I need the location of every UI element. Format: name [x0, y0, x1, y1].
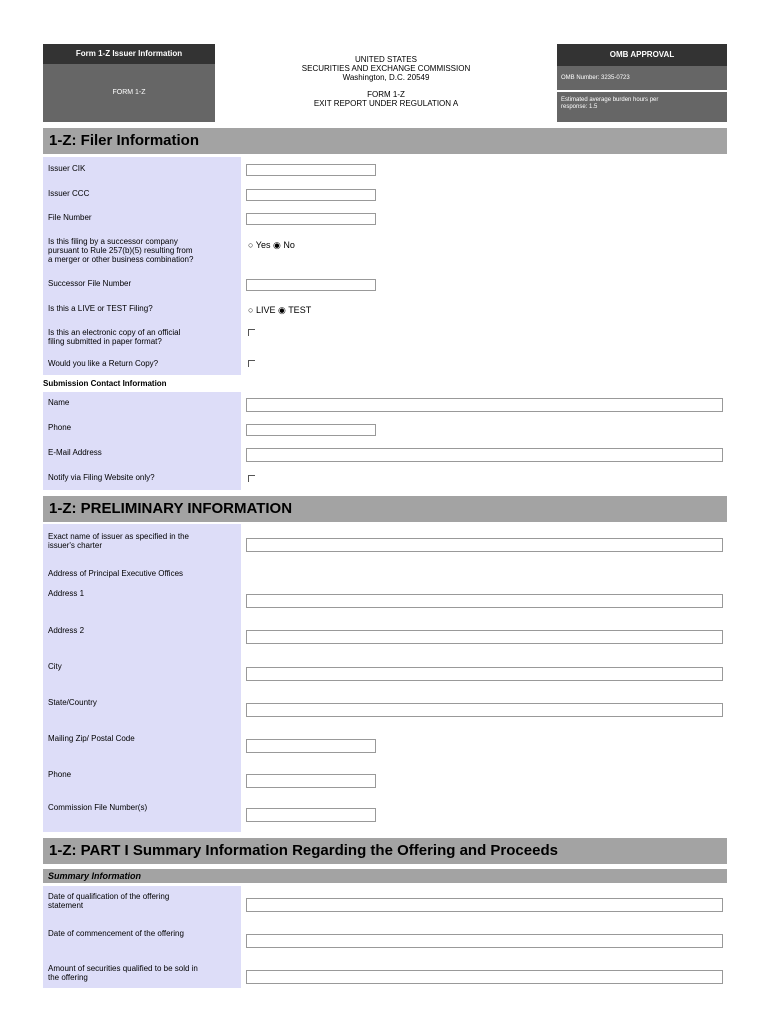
- form-name: FORM 1-Z: [367, 90, 405, 99]
- name-label: Name: [48, 398, 70, 407]
- commission-file-input[interactable]: [246, 808, 376, 822]
- issuer-info-tab[interactable]: Form 1-Z Issuer Information: [43, 44, 215, 64]
- live-radio[interactable]: ○: [248, 305, 254, 315]
- zip-label: Mailing Zip/ Postal Code: [48, 734, 135, 743]
- state-input[interactable]: [246, 703, 723, 717]
- successor-radio-group: [248, 240, 295, 251]
- amount-qualified-label: [48, 964, 238, 982]
- address-heading-label: Address of Principal Executive Offices: [48, 569, 184, 578]
- omb-approval-title: OMB APPROVAL: [557, 44, 727, 66]
- qualification-date-label: [48, 892, 238, 910]
- preliminary-label-column: [43, 524, 241, 832]
- email-label: E-Mail Address: [48, 448, 102, 457]
- name-input[interactable]: [246, 398, 723, 412]
- city-input[interactable]: [246, 667, 723, 681]
- file-number-label: File Number: [48, 213, 92, 222]
- burden-line-2: response: 1.5: [561, 104, 598, 110]
- live-label: LIVE: [255, 305, 276, 315]
- address2-input[interactable]: [246, 630, 723, 644]
- qualification-line-1: Date of qualification of the offering: [48, 892, 170, 901]
- successor-q-line-2: pursuant to Rule 257(b)(5) resulting from: [48, 246, 193, 255]
- notify-label: Notify via Filing Website only?: [48, 473, 155, 482]
- section-filer-information: 1-Z: Filer Information: [43, 128, 727, 154]
- phone-label: Phone: [48, 423, 72, 432]
- live-test-radio-group: [248, 305, 311, 316]
- contact-label-column: [43, 392, 241, 490]
- email-input[interactable]: [246, 448, 723, 462]
- electronic-q-line-1: Is this an electronic copy of an official: [48, 328, 181, 337]
- issuer-ccc-input[interactable]: [246, 189, 376, 201]
- successor-file-input[interactable]: [246, 279, 376, 291]
- city-label: City: [48, 662, 62, 671]
- address1-input[interactable]: [246, 594, 723, 608]
- successor-question-label: [48, 237, 238, 264]
- issuer-ccc-label: Issuer CCC: [48, 189, 90, 198]
- electronic-copy-label: [48, 328, 238, 346]
- burden-estimate: [557, 92, 727, 122]
- amount-line-2: the offering: [48, 973, 88, 982]
- exact-name-input[interactable]: [246, 538, 723, 552]
- address1-label: Address 1: [48, 589, 85, 598]
- form-tab[interactable]: FORM 1-Z: [43, 64, 215, 122]
- burden-line-1: Estimated average burden hours per: [561, 97, 659, 103]
- issuer-cik-input[interactable]: [246, 164, 376, 176]
- contact-section-title: Submission Contact Information: [43, 379, 167, 388]
- electronic-copy-checkbox[interactable]: [248, 329, 255, 336]
- exact-name-line-1: Exact name of issuer as specified in the: [48, 532, 189, 541]
- file-number-input[interactable]: [246, 213, 376, 225]
- form-subtitle: EXIT REPORT UNDER REGULATION A: [313, 99, 459, 108]
- successor-no-radio[interactable]: ◉: [272, 240, 281, 250]
- return-copy-label: Would you like a Return Copy?: [48, 359, 159, 368]
- form-header: [43, 44, 727, 122]
- qualification-line-2: statement: [48, 901, 84, 910]
- part1-label-column: [43, 886, 241, 988]
- amount-line-1: Amount of securities qualified to be sold in: [48, 964, 198, 973]
- exact-name-line-2: issuer's charter: [48, 541, 102, 550]
- commencement-date-input[interactable]: [246, 934, 723, 948]
- agency-line-2: SECURITIES AND EXCHANGE COMMISSION: [301, 64, 471, 73]
- omb-number: OMB Number: 3235-0723: [557, 66, 727, 90]
- successor-yes-label: Yes: [255, 240, 271, 250]
- test-label: TEST: [288, 305, 312, 315]
- agency-title: [215, 44, 557, 122]
- commission-file-label: Commission File Number(s): [48, 803, 148, 812]
- qualification-date-input[interactable]: [246, 898, 723, 912]
- test-radio[interactable]: ◉: [277, 305, 286, 315]
- issuer-phone-label: Phone: [48, 770, 72, 779]
- section-part1-summary: 1-Z: PART I Summary Information Regarding the Offering and Proceeds: [43, 838, 727, 864]
- exact-name-label: [48, 532, 238, 550]
- successor-file-label: Successor File Number: [48, 279, 132, 288]
- section-preliminary-information: 1-Z: PRELIMINARY INFORMATION: [43, 496, 727, 522]
- successor-q-line-3: a merger or other business combination?: [48, 255, 194, 264]
- return-copy-checkbox[interactable]: [248, 360, 255, 367]
- agency-line-3: Washington, D.C. 20549: [342, 73, 430, 82]
- notify-checkbox[interactable]: [248, 475, 255, 482]
- amount-qualified-input[interactable]: [246, 970, 723, 984]
- live-test-label: Is this a LIVE or TEST Filing?: [48, 304, 153, 313]
- successor-yes-radio[interactable]: ○: [248, 240, 254, 250]
- issuer-cik-label: Issuer CIK: [48, 164, 86, 173]
- address2-label: Address 2: [48, 626, 85, 635]
- contact-phone-input[interactable]: [246, 424, 376, 436]
- agency-line-1: UNITED STATES: [355, 55, 417, 64]
- state-label: State/Country: [48, 698, 97, 707]
- electronic-q-line-2: filing submitted in paper format?: [48, 337, 162, 346]
- successor-q-line-1: Is this filing by a successor company: [48, 237, 178, 246]
- zip-input[interactable]: [246, 739, 376, 753]
- commencement-date-label: Date of commencement of the offering: [48, 929, 184, 938]
- filer-label-column: [43, 157, 241, 375]
- issuer-phone-input[interactable]: [246, 774, 376, 788]
- summary-information-bar: Summary Information: [43, 869, 727, 883]
- successor-no-label: No: [283, 240, 295, 250]
